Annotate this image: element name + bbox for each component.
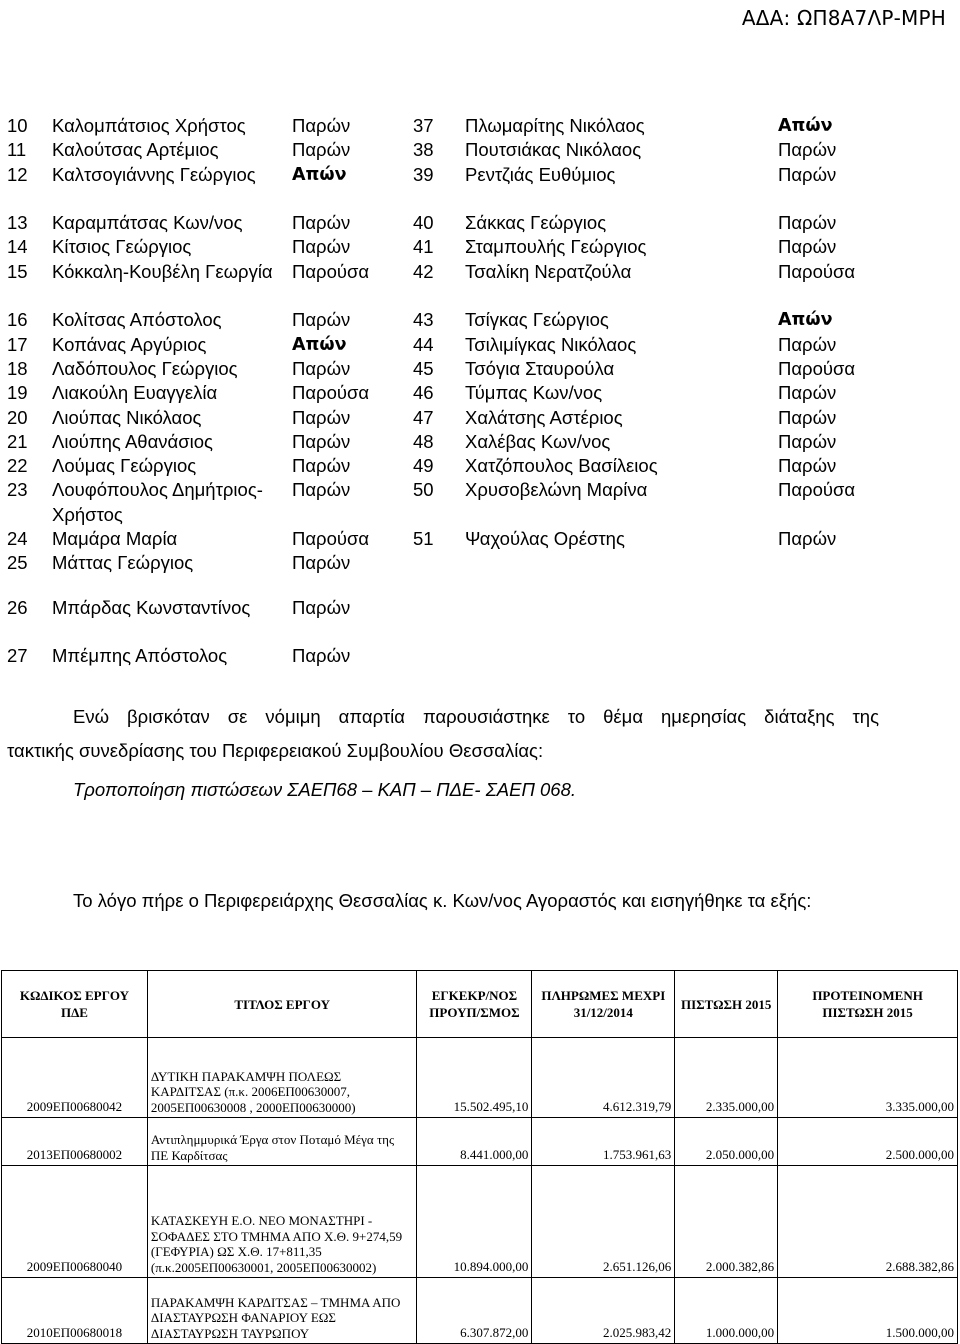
member-name: Χαλέβας Κων/νος [465, 430, 611, 452]
member-status: Παρών [292, 406, 351, 428]
table-header-row [2, 971, 958, 1038]
ada-code: ΑΔΑ: ΩΠ8Α7ΛΡ-ΜΡΗ [741, 6, 946, 30]
project-code: 2013ΕΠ00680002 [2, 1118, 148, 1166]
member-name: Λούμας Γεώργιος [52, 455, 197, 477]
member-name: Σάκκας Γεώργιος [465, 212, 607, 234]
member-name: Τσόγια Σταυρούλα [465, 357, 615, 379]
member-number: 22 [7, 455, 28, 477]
member-status: Παρών [292, 212, 351, 234]
column-header: ΠΡΟΤΕΙΝΟΜΕΝΗ ΠΙΣΤΩΣΗ 2015 [778, 971, 958, 1038]
member-name: Μπέμπης Απόστολος [52, 645, 228, 667]
spacer [0, 576, 960, 596]
member-status: Απών [292, 334, 347, 355]
attendance-row [0, 138, 960, 162]
member-status: Παρών [292, 115, 351, 136]
paragraph: Το λόγο πήρε ο Περιφερειάρχης Θεσσαλίας κ. Κων/νος Αγοραστός και εισηγήθηκε τα εξής: [73, 890, 812, 911]
member-name: Ρεντζιάς Ευθύμιος [465, 163, 616, 185]
table-row [2, 1166, 958, 1278]
table-row [2, 1278, 958, 1344]
member-number: 27 [7, 645, 28, 667]
attendance-row [0, 235, 960, 259]
member-status: Παρών [292, 139, 351, 161]
member-status: Παρούσα [778, 260, 856, 282]
member-number: 50 [413, 479, 434, 501]
attendance-row [0, 644, 960, 668]
column-header: ΤΙΤΛΟΣ ΕΡΓΟΥ [147, 971, 417, 1038]
member-name: Χαλάτσης Αστέριος [465, 406, 623, 428]
member-name: Λιακούλη Ευαγγελία [52, 382, 218, 404]
member-status: Παρών [292, 645, 351, 667]
attendance-row [0, 527, 960, 551]
member-number: 49 [413, 455, 434, 477]
project-proposed: 1.500.000,00 [778, 1278, 958, 1344]
member-number: 37 [413, 115, 434, 136]
member-status: Παρούσα [292, 260, 370, 282]
member-status: Παρών [292, 430, 351, 452]
member-name: Καραμπάτσας Κων/νος [52, 212, 243, 234]
agenda-item: Τροποποίηση πιστώσεων ΣΑΕΠ68 – ΚΑΠ – ΠΔΕ- ΣΑΕΠ 068. [73, 779, 577, 800]
member-number: 26 [7, 596, 28, 618]
member-number: 25 [7, 552, 28, 574]
paragraph: τακτικής συνεδρίασης του Περιφερειακού Συμβουλίου Θεσσαλίας: [7, 740, 544, 761]
project-credit: 2.050.000,00 [675, 1118, 778, 1166]
member-name: Καλούτσας Αρτέμιος [52, 139, 219, 161]
member-number: 15 [7, 260, 28, 282]
project-code: 2009ΕΠ00680042 [2, 1038, 148, 1118]
projects-table [1, 970, 958, 1344]
member-name: Λιούπης Αθανάσιος [52, 430, 213, 452]
member-status: Παρών [778, 212, 837, 234]
member-status: Παρούσα [778, 357, 856, 379]
member-status: Παρών [292, 357, 351, 379]
project-proposed: 2.500.000,00 [778, 1118, 958, 1166]
project-budget: 6.307.872,00 [417, 1278, 532, 1344]
member-name: Χατζόπουλος Βασίλειος [465, 455, 658, 477]
project-proposed: 3.335.000,00 [778, 1038, 958, 1118]
member-name: Μαμάρα Μαρία [52, 528, 178, 550]
member-name: Καλτσογιάννης Γεώργιος [52, 163, 256, 185]
member-number: 38 [413, 139, 434, 161]
column-header: ΚΩΔΙΚΟΣ ΕΡΓΟΥ ΠΔΕ [2, 971, 148, 1038]
project-payments: 2.651.126,06 [532, 1166, 675, 1278]
member-number: 45 [413, 357, 434, 379]
member-status: Παρών [778, 163, 837, 185]
attendance-row [0, 357, 960, 381]
project-credit: 1.000.000,00 [675, 1278, 778, 1344]
project-credit: 2.000.382,86 [675, 1166, 778, 1278]
project-credit: 2.335.000,00 [675, 1038, 778, 1118]
member-number: 42 [413, 260, 434, 282]
member-number: 10 [7, 115, 28, 136]
member-number: 20 [7, 406, 28, 428]
member-status: Παρούσα [292, 382, 370, 404]
member-name: Λουφόπουλος Δημήτριος-Χρήστος [52, 479, 263, 525]
attendance-row [0, 406, 960, 430]
member-number: 12 [7, 163, 28, 185]
member-number: 40 [413, 212, 434, 234]
member-name: Μάττας Γεώργιος [52, 552, 194, 574]
project-code: 2009ΕΠ00680040 [2, 1166, 148, 1278]
member-name: Κίτσιος Γεώργιος [52, 236, 192, 258]
member-number: 48 [413, 430, 434, 452]
member-number: 47 [413, 406, 434, 428]
member-number: 19 [7, 382, 28, 404]
column-header: ΠΙΣΤΩΣΗ 2015 [675, 971, 778, 1038]
member-name: Χρυσοβελώνη Μαρίνα [465, 479, 648, 501]
project-title: ΔΥΤΙΚΗ ΠΑΡΑΚΑΜΨΗ ΠΟΛΕΩΣ ΚΑΡΔΙΤΣΑΣ (π.κ. 2006ΕΠ00630007, 2005ΕΠ00630008 , 2000ΕΠ00630000) [147, 1038, 417, 1118]
member-number: 23 [7, 479, 28, 501]
member-status: Παρών [292, 455, 351, 477]
member-number: 24 [7, 528, 28, 550]
member-status: Παρών [292, 309, 351, 331]
member-name: Τσίγκας Γεώργιος [465, 309, 609, 331]
attendance-row [0, 114, 960, 138]
member-number: 44 [413, 333, 434, 355]
member-number: 41 [413, 236, 434, 258]
member-status: Απών [778, 116, 833, 136]
table-row [2, 1038, 958, 1118]
attendance-row [0, 260, 960, 309]
paragraph: Ενώ βρισκόταν σε νόμιμη απαρτία παρουσιάστηκε το θέμα ημερησίας διάταξης της [73, 706, 879, 727]
member-name: Λαδόπουλος Γεώργιος [52, 357, 238, 379]
attendance-row [0, 163, 960, 212]
member-name: Πουτσιάκας Νικόλαος [465, 139, 642, 161]
member-name: Σταμπουλής Γεώργιος [465, 236, 647, 258]
member-number: 13 [7, 212, 28, 234]
member-name: Τσιλιμίγκας Νικόλαος [465, 333, 637, 355]
member-status: Παρών [292, 236, 351, 258]
member-status: Παρών [778, 455, 837, 477]
project-title: ΠΑΡΑΚΑΜΨΗ ΚΑΡΔΙΤΣΑΣ – ΤΜΗΜΑ ΑΠΟ ΔΙΑΣΤΑΥΡΩΣΗ ΦΑΝΑΡΙΟΥ ΕΩΣ ΔΙΑΣΤΑΥΡΩΣΗ ΤΑΥΡΩΠΟΥ [147, 1278, 417, 1344]
member-name: Κοπάνας Αργύριος [52, 333, 207, 355]
attendance-row [0, 596, 960, 645]
column-header: ΕΓΚΕΚΡ/ΝΟΣ ΠΡΟΥΠ/ΣΜΟΣ [417, 971, 532, 1038]
member-name: Τσαλίκη Νερατζούλα [465, 260, 632, 282]
member-status: Παρών [778, 430, 837, 452]
member-status: Απών [778, 310, 833, 331]
member-status: Παρών [292, 552, 351, 574]
member-status: Παρών [292, 596, 351, 618]
member-status: Απών [292, 164, 347, 185]
member-number: 14 [7, 236, 28, 258]
attendance-list [0, 114, 960, 669]
member-status: Παρών [778, 139, 837, 161]
member-number: 39 [413, 163, 434, 185]
member-status: Παρούσα [778, 479, 856, 501]
member-status: Παρών [778, 528, 837, 550]
member-name: Ψαχούλας Ορέστης [465, 528, 625, 550]
project-budget: 8.441.000,00 [417, 1118, 532, 1166]
member-name: Κολίτσας Απόστολος [52, 309, 222, 331]
member-name: Λιούπας Νικόλαος [52, 406, 202, 428]
attendance-row [0, 430, 960, 454]
attendance-row [0, 308, 960, 332]
column-header: ΠΛΗΡΩΜΕΣ ΜΕΧΡΙ 31/12/2014 [532, 971, 675, 1038]
project-payments: 1.753.961,63 [532, 1118, 675, 1166]
project-budget: 10.894.000,00 [417, 1166, 532, 1278]
project-title: ΚΑΤΑΣΚΕΥΗ Ε.Ο. ΝΕΟ ΜΟΝΑΣΤΗΡΙ - ΣΟΦΑΔΕΣ ΣΤΟ ΤΜΗΜΑ ΑΠΟ Χ.Θ. 9+274,59 (ΓΕΦΥΡΙΑ) ΩΣ Χ.Θ. 17+811,35 (π.κ.2005ΕΠ00630001, 2005ΕΠ00630002) [147, 1166, 417, 1278]
member-status: Παρών [778, 333, 837, 355]
member-number: 16 [7, 309, 28, 331]
project-code: 2010ΕΠ00680018 [2, 1278, 148, 1344]
member-number: 51 [413, 528, 434, 550]
member-number: 43 [413, 309, 434, 331]
attendance-row [0, 211, 960, 235]
attendance-row [0, 333, 960, 357]
project-proposed: 2.688.382,86 [778, 1166, 958, 1278]
member-name: Τύμπας Κων/νος [465, 382, 603, 404]
attendance-row [0, 454, 960, 478]
project-budget: 15.502.495,10 [417, 1038, 532, 1118]
member-status: Παρών [778, 236, 837, 258]
member-name: Καλομπάτσιος Χρήστος [52, 115, 246, 136]
member-number: 11 [7, 139, 27, 161]
member-status: Παρούσα [292, 528, 370, 550]
member-number: 18 [7, 357, 28, 379]
table-row [2, 1118, 958, 1166]
attendance-row [0, 381, 960, 405]
member-name: Πλωμαρίτης Νικόλαος [465, 115, 645, 136]
member-status: Παρών [292, 479, 351, 501]
member-name: Μπάρδας Κωνσταντίνος [52, 596, 251, 618]
attendance-row [0, 551, 960, 575]
member-status: Παρών [778, 382, 837, 404]
member-name: Κόκκαλη-Κουβέλη Γεωργία [52, 260, 273, 282]
member-number: 46 [413, 382, 434, 404]
project-payments: 4.612.319,79 [532, 1038, 675, 1118]
project-payments: 2.025.983,42 [532, 1278, 675, 1344]
member-number: 17 [7, 333, 28, 355]
member-number: 21 [7, 430, 28, 452]
project-title: Αντιπλημμυρικά Έργα στον Ποταμό Μέγα της ΠΕ Καρδίτσας [147, 1118, 417, 1166]
member-status: Παρών [778, 406, 837, 428]
attendance-row [0, 478, 960, 527]
